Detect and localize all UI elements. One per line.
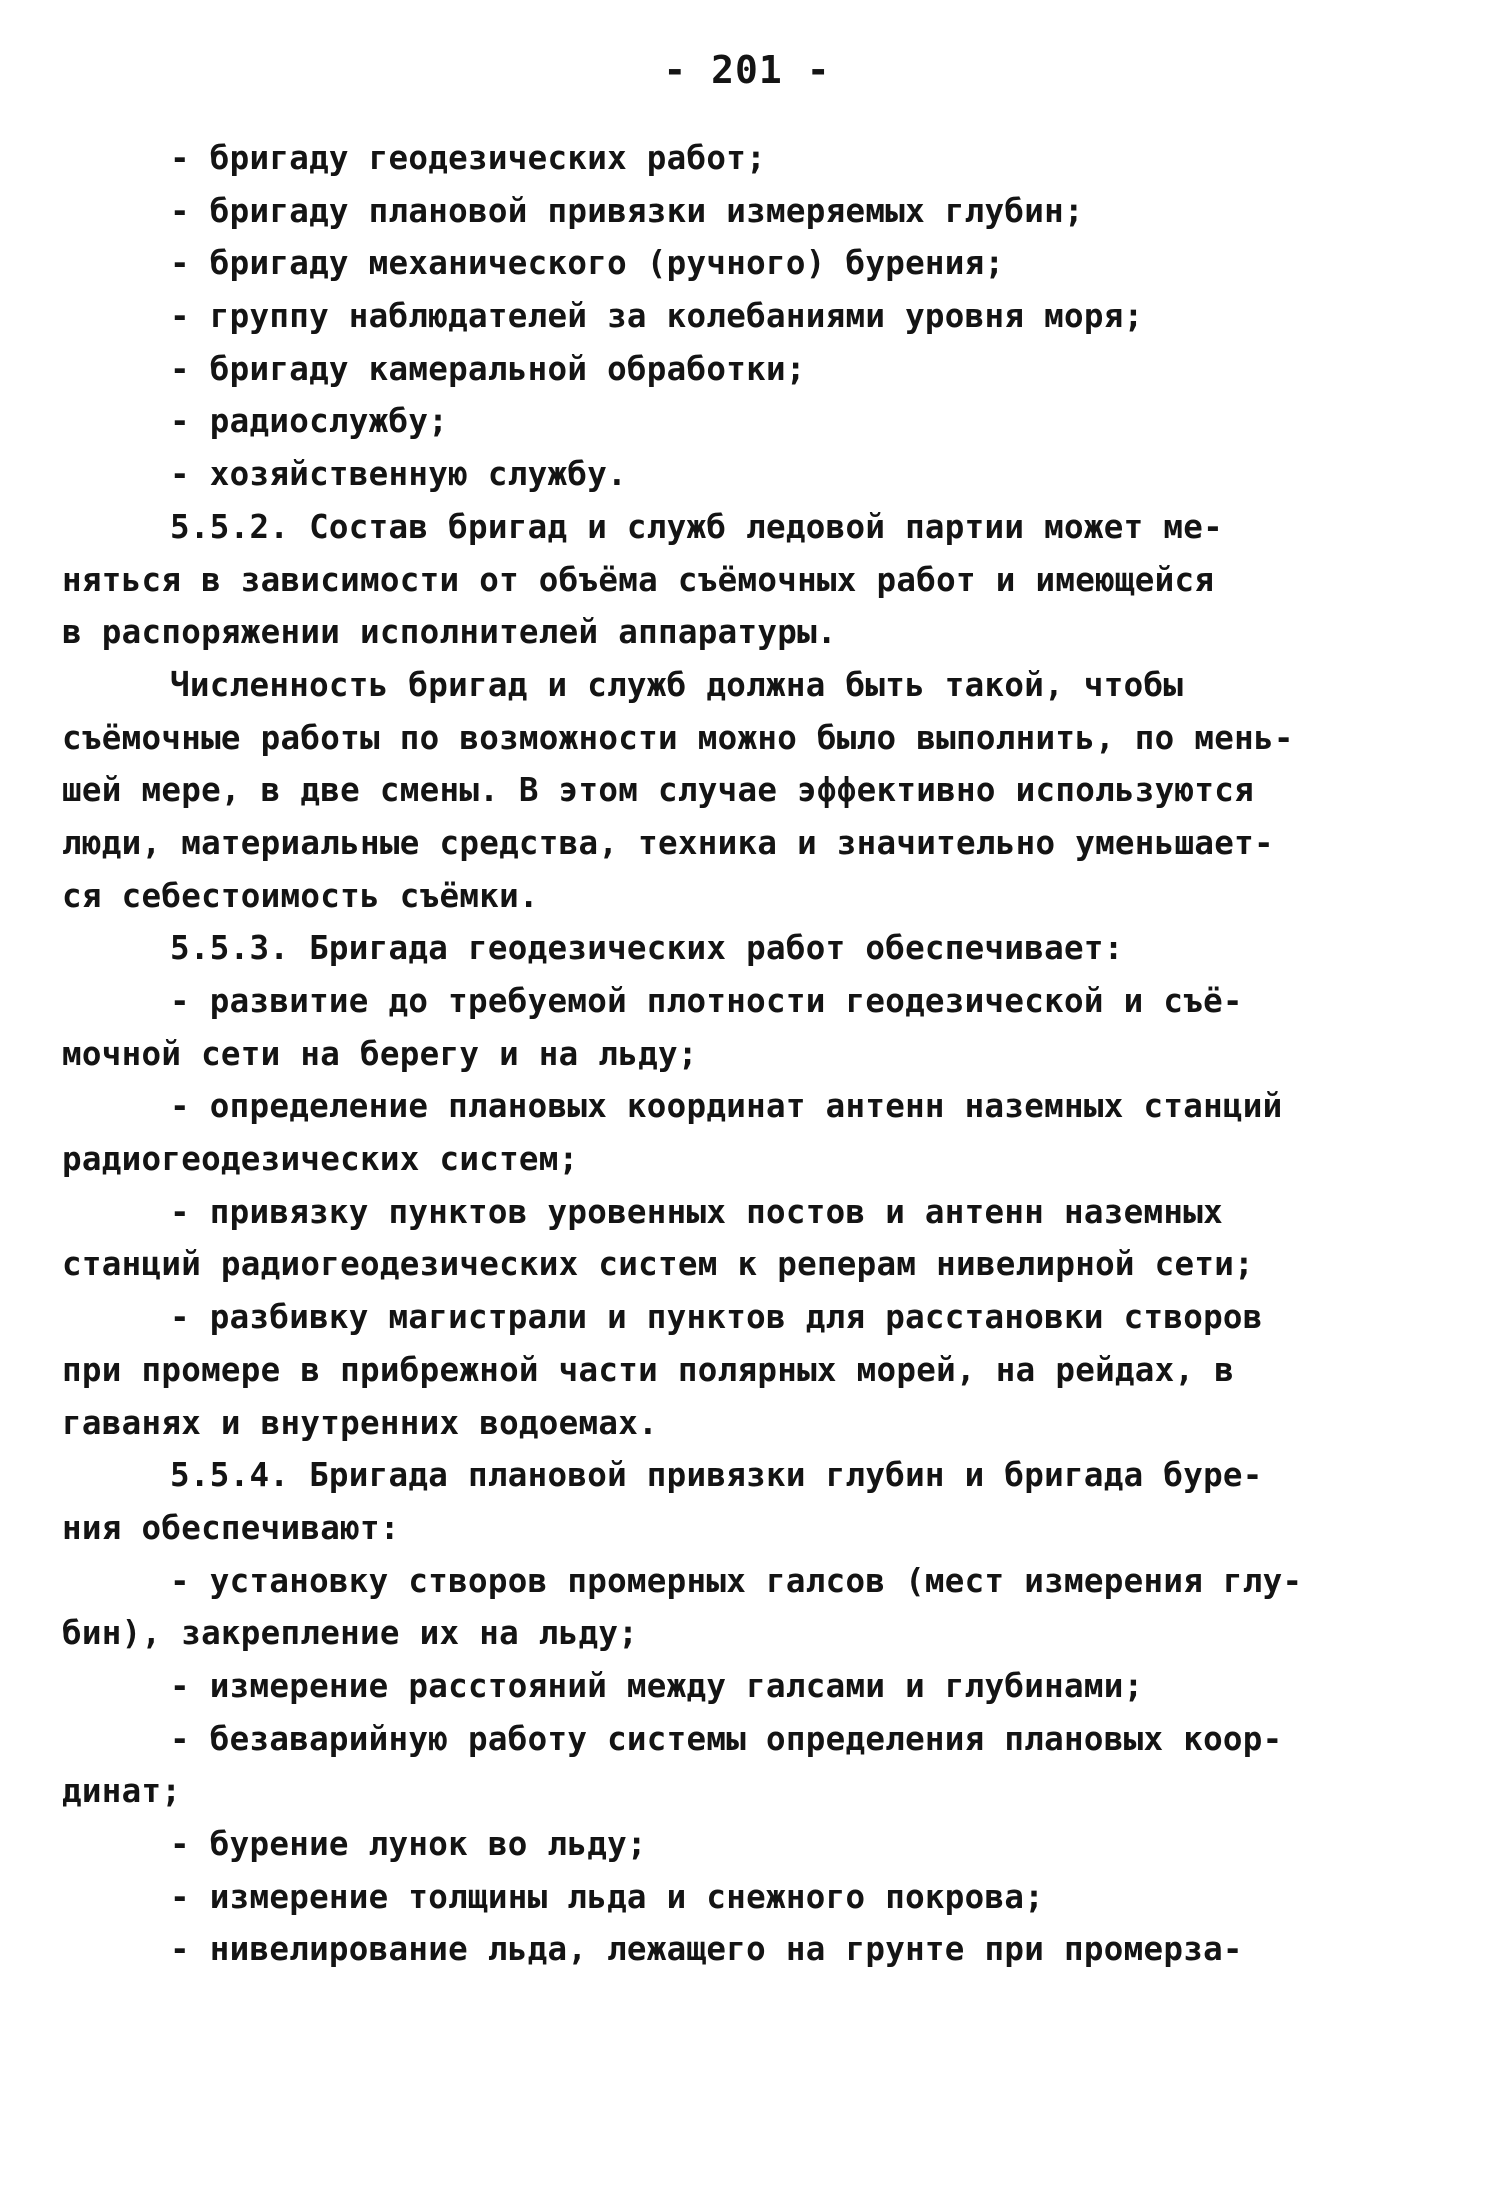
list-item: - бурение лунок во льду; (170, 1825, 647, 1863)
list-item: - безаварийную работу системы определения плановых коор- (170, 1719, 1283, 1758)
list-item: - разбивку магистрали и пунктов для расстановки створов (170, 1298, 1263, 1337)
paragraph-line: ся себестоимость съёмки. (62, 876, 539, 915)
paragraph-line: няться в зависимости от объёма съёмочных работ и имеющейся (62, 560, 1215, 599)
list-item: - бригаду механического (ручного) бурения; (170, 244, 1005, 283)
list-item: - измерение расстояний между галсами и глубинами; (170, 1666, 1144, 1705)
paragraph-line: люди, материальные средства, техника и значительно уменьшает- (62, 823, 1274, 862)
paragraph-line: съёмочные работы по возможности можно было выполнить, по мень- (62, 718, 1294, 757)
list-item: - радиослужбу; (170, 402, 449, 441)
paragraph-line: при промере в прибрежной части полярных морей, на рейдах, в (62, 1350, 1235, 1389)
page-number: - 201 - (663, 48, 831, 92)
paragraph-line: в распоряжении исполнителей аппаратуры. (62, 613, 837, 652)
paragraph-line: Численность бригад и служб должна быть такой, чтобы (170, 665, 1184, 704)
list-item: - измерение толщины льда и снежного покрова; (170, 1877, 1045, 1916)
list-item: - определение плановых координат антенн наземных станций (170, 1087, 1283, 1126)
paragraph-line: ния обеспечивают: (62, 1508, 400, 1547)
paragraph-line: гаванях и внутренних водоемах. (62, 1403, 658, 1442)
paragraph-line: бин), закрепление их на льду; (62, 1614, 639, 1653)
list-item: - бригаду плановой привязки измеряемых глубин; (170, 191, 1084, 230)
paragraph-line: станций радиогеодезических систем к реперам нивелирной сети; (62, 1245, 1254, 1284)
paragraph-line: динат; (62, 1772, 182, 1811)
paragraph-line: мочной сети на берегу и на льду; (62, 1034, 698, 1073)
list-item: - группу наблюдателей за колебаниями уровня моря; (170, 297, 1144, 336)
list-item: - установку створов промерных галсов (мест измерения глу- (170, 1561, 1303, 1600)
paragraph-line: шей мере, в две смены. В этом случае эффективно используются (62, 771, 1254, 810)
paragraph-line: 5.5.2. Состав бригад и служб ледовой партии может ме- (170, 507, 1223, 546)
paragraph-line: 5.5.4. Бригада плановой привязки глубин и бригада буре- (170, 1456, 1263, 1495)
list-item: - нивелирование льда, лежащего на грунте при промерза- (170, 1930, 1243, 1969)
paragraph-line: 5.5.3. Бригада геодезических работ обеспечивает: (170, 929, 1124, 968)
list-item: - привязку пунктов уровенных постов и антенн наземных (170, 1192, 1223, 1231)
list-item: - хозяйственную службу. (170, 455, 627, 494)
list-item: - развитие до требуемой плотности геодезической и съё- (170, 982, 1243, 1020)
paragraph-line: радиогеодезических систем; (62, 1140, 579, 1179)
list-item: - бригаду геодезических работ; (170, 139, 766, 177)
body-text (62, 132, 1422, 1976)
list-item: - бригаду камеральной обработки; (170, 349, 806, 388)
